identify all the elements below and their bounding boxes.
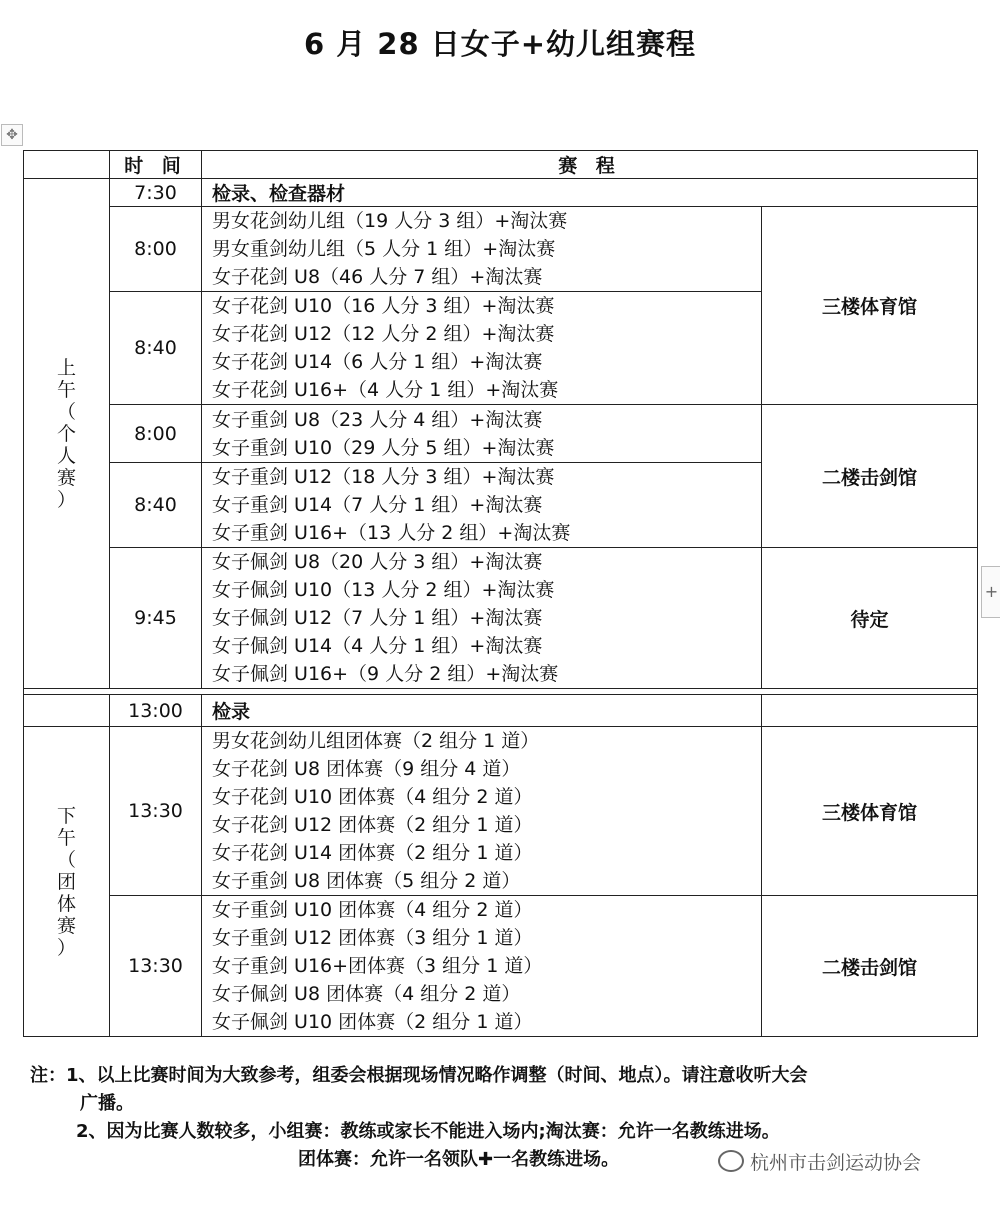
note-line-1: 注：1、以上比赛时间为大致参考，组委会根据现场情况略作调整（时间、地点）。请注意收听大会 — [30, 1065, 808, 1086]
event-line: 男女花剑幼儿组团体赛（2 组分 1 道） — [212, 730, 540, 752]
blank-cell — [762, 695, 978, 727]
row-events — [202, 896, 762, 1037]
watermark — [718, 1148, 921, 1175]
period-morning: 上 午 （ 个 人 赛 ） — [24, 179, 110, 689]
table-row — [24, 896, 978, 1037]
event-line: 女子佩剑 U10（13 人分 2 组）+淘汰赛 — [212, 579, 555, 601]
event-line: 女子佩剑 U8 团体赛（4 组分 2 道） — [212, 983, 521, 1005]
event-line: 女子佩剑 U8（20 人分 3 组）+淘汰赛 — [212, 551, 543, 573]
event-line: 女子重剑 U16+团体赛（3 组分 1 道） — [212, 955, 543, 977]
event-line: 女子重剑 U10 团体赛（4 组分 2 道） — [212, 899, 533, 921]
row-event: 检录 — [202, 695, 762, 727]
wechat-icon — [718, 1150, 744, 1172]
event-line: 女子花剑 U14 团体赛（2 组分 1 道） — [212, 842, 533, 864]
table-move-handle-icon[interactable]: ✥ — [1, 124, 23, 146]
table-row — [24, 695, 978, 727]
table-row — [24, 548, 978, 689]
period-afternoon: 下 午 （ 团 体 赛 ） — [24, 727, 110, 1037]
event-line: 女子佩剑 U16+（9 人分 2 组）+淘汰赛 — [212, 663, 559, 685]
event-line: 女子花剑 U12（12 人分 2 组）+淘汰赛 — [212, 323, 555, 345]
table-row — [24, 405, 978, 463]
row-time: 7:30 — [110, 179, 202, 207]
venue-cell: 二楼击剑馆 — [762, 896, 978, 1037]
header-time: 时 间 — [110, 151, 202, 179]
venue-cell: 二楼击剑馆 — [762, 405, 978, 548]
event-line: 女子佩剑 U12（7 人分 1 组）+淘汰赛 — [212, 607, 543, 629]
event-line: 女子重剑 U14（7 人分 1 组）+淘汰赛 — [212, 494, 543, 516]
event-line: 女子花剑 U12 团体赛（2 组分 1 道） — [212, 814, 533, 836]
note-line-1-cont: 广播。 — [80, 1093, 134, 1114]
row-events — [202, 405, 762, 463]
row-time: 13:30 — [110, 727, 202, 896]
venue-cell: 三楼体育馆 — [762, 727, 978, 896]
event-line: 女子重剑 U8 团体赛（5 组分 2 道） — [212, 870, 521, 892]
row-time: 13:00 — [110, 695, 202, 727]
venue-cell: 待定 — [762, 548, 978, 689]
row-time: 8:40 — [110, 292, 202, 405]
event-line: 女子花剑 U8（46 人分 7 组）+淘汰赛 — [212, 266, 543, 288]
row-events — [202, 463, 762, 548]
event-line: 男女花剑幼儿组（19 人分 3 组）+淘汰赛 — [212, 210, 568, 232]
row-event: 检录、检查器材 — [202, 179, 978, 207]
note-line-3: 团体赛：允许一名领队✚一名教练进场。 — [298, 1149, 620, 1170]
event-line: 女子重剑 U10（29 人分 5 组）+淘汰赛 — [212, 436, 555, 459]
row-time: 9:45 — [110, 548, 202, 689]
event-line: 女子花剑 U10 团体赛（4 组分 2 道） — [212, 786, 533, 808]
row-events — [202, 548, 762, 689]
venue-cell: 三楼体育馆 — [762, 207, 978, 405]
table-header-row — [24, 151, 978, 179]
row-time: 8:00 — [110, 405, 202, 463]
table-row — [24, 207, 978, 292]
event-line: 女子重剑 U12 团体赛（3 组分 1 道） — [212, 927, 533, 949]
event-line: 女子花剑 U10（16 人分 3 组）+淘汰赛 — [212, 295, 555, 317]
blank-cell — [24, 695, 110, 727]
event-line: 女子花剑 U16+（4 人分 1 组）+淘汰赛 — [212, 379, 559, 401]
header-blank-cell — [24, 151, 110, 179]
row-events — [202, 292, 762, 405]
schedule-table — [23, 150, 978, 1037]
row-time: 8:40 — [110, 463, 202, 548]
event-line: 女子花剑 U8 团体赛（9 组分 4 道） — [212, 758, 521, 780]
event-line: 女子重剑 U8（23 人分 4 组）+淘汰赛 — [212, 408, 543, 431]
row-events — [202, 727, 762, 896]
event-line: 女子花剑 U14（6 人分 1 组）+淘汰赛 — [212, 351, 543, 373]
event-line: 女子重剑 U16+（13 人分 2 组）+淘汰赛 — [212, 522, 571, 544]
row-time: 13:30 — [110, 896, 202, 1037]
note-line-2: 2、因为比赛人数较多，小组赛：教练或家长不能进入场内;淘汰赛：允许一名教练进场。 — [76, 1121, 780, 1142]
event-line: 女子佩剑 U14（4 人分 1 组）+淘汰赛 — [212, 635, 543, 657]
header-schedule: 赛 程 — [202, 151, 978, 179]
event-line: 男女重剑幼儿组（5 人分 1 组）+淘汰赛 — [212, 238, 556, 260]
table-row — [24, 179, 978, 207]
row-time: 8:00 — [110, 207, 202, 292]
page-title: 6 月 28 日女子+幼儿组赛程 — [303, 27, 697, 61]
event-line: 女子重剑 U12（18 人分 3 组）+淘汰赛 — [212, 466, 555, 488]
event-line: 女子佩剑 U10 团体赛（2 组分 1 道） — [212, 1011, 533, 1033]
add-column-handle-icon[interactable]: + — [981, 566, 1000, 618]
row-events — [202, 207, 762, 292]
table-row — [24, 727, 978, 896]
watermark-text: 杭州市击剑运动协会 — [750, 1152, 922, 1174]
